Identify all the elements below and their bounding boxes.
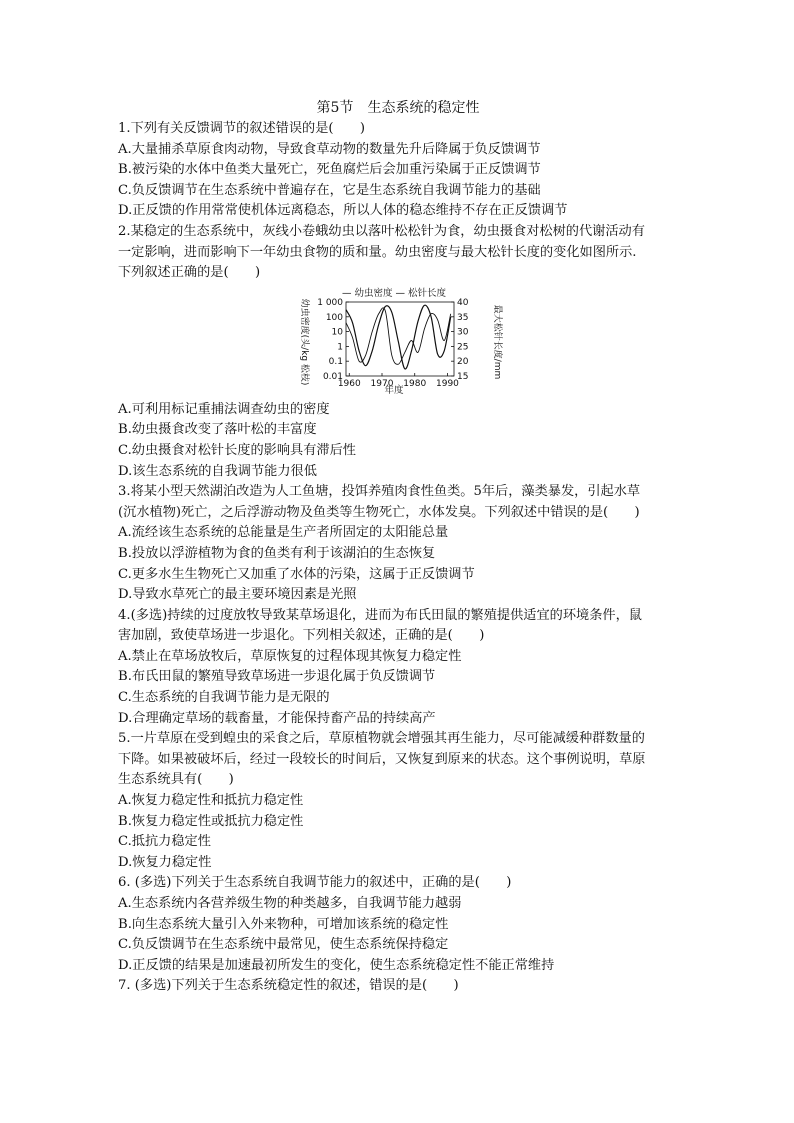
y-left-tick-label: 1 000	[317, 297, 343, 308]
chart-series	[346, 305, 451, 369]
option-a: A.恢复力稳定性和抵抗力稳定性	[118, 793, 304, 809]
question-stem: 生态系统具有( )	[118, 772, 234, 788]
question-stem: 1.下列有关反馈调节的叙述错误的是( )	[118, 121, 366, 136]
y-left-tick-label: 10	[331, 327, 343, 338]
y-right-axis-label: 最大松针长度/mm	[492, 304, 502, 380]
question-3	[118, 482, 678, 606]
x-tick-label: 1990	[436, 378, 459, 389]
question-stem: 6. (多选)下列关于生态系统自我调节能力的叙述中，正确的是( )	[118, 875, 512, 891]
y-right-tick-label: 15	[457, 371, 469, 382]
document-page	[118, 98, 678, 997]
question-2	[118, 222, 678, 482]
question-7	[118, 976, 678, 997]
question-stem: (沉水植物)死亡，之后浮游动物及鱼类等生物死亡，水体发臭。下列叙述中错误的是( )	[118, 504, 640, 520]
y-left-tick-label: 1	[337, 342, 343, 353]
option-b: B.布氏田鼠的繁殖导致草场进一步退化属于负反馈调节	[118, 669, 436, 685]
option-d: D.导致水草死亡的最主要环境因素是光照	[118, 587, 357, 603]
x-axis-label: 年度	[384, 384, 404, 396]
y-right-tick-label: 25	[457, 342, 469, 353]
section-title: 第5节 生态系统的稳定性	[316, 100, 480, 116]
option-a: A.禁止在草场放牧后，草原恢复的过程体现其恢复力稳定性	[118, 648, 462, 664]
question-stem: 下列叙述正确的是( )	[118, 265, 261, 281]
question-stem: 5.一片草原在受到蝗虫的采食之后，草原植物就会增强其再生能力，尽可能减缓种群数量的	[118, 731, 645, 747]
option-c: C.生态系统的自我调节能力是无限的	[118, 690, 330, 706]
question-stem: 3.将某小型天然湖泊改造为人工鱼塘，投饵养殖肉食性鱼类。5年后，藻类暴发，引起水草	[118, 484, 641, 500]
option-a: A.生态系统内各营养级生物的种类越多，自我调节能力越弱	[118, 896, 462, 911]
y-left-tick-label: 0.01	[322, 371, 343, 382]
option-d: D.正反馈的作用常常使机体远离稳态，所以人体的稳态维持不存在正反馈调节	[118, 203, 568, 219]
option-b: B.投放以浮游植物为食的鱼类有利于该湖泊的生态恢复	[118, 545, 436, 561]
question-1	[118, 119, 678, 222]
question-5	[118, 729, 678, 873]
option-b: B.恢复力稳定性或抵抗力稳定性	[118, 813, 304, 829]
x-tick-label: 1970	[370, 378, 394, 389]
option-c: C.负反馈调节在生态系统中普遍存在，它是生态系统自我调节能力的基础	[118, 182, 541, 198]
series-needle-length	[346, 308, 451, 365]
y-right-tick-label: 35	[457, 312, 469, 323]
question-4	[118, 606, 678, 730]
x-tick-label: 1980	[403, 378, 427, 389]
y-left-axis-label: 幼虫密度(头/kg 松枝)	[299, 298, 309, 386]
y-right-tick-label: 30	[457, 327, 469, 338]
option-b: B.向生态系统大量引入外来物种，可增加该系统的稳定性	[118, 916, 449, 932]
option-c: C.更多水生生物死亡又加重了水体的污染，这属于正反馈调节	[118, 566, 475, 582]
y-left-tick-label: 0.1	[328, 356, 343, 367]
x-tick-label: 1960	[337, 378, 361, 389]
figure-density-chart	[118, 286, 678, 396]
y-right-tick-label: 20	[457, 356, 469, 367]
option-c: C.负反馈调节在生态系统中最常见，使生态系统保持稳定	[118, 937, 449, 953]
question-stem: 一定影响，进而影响下一年幼虫食物的质和量。幼虫密度与最大松针长度的变化如图所示.	[118, 244, 637, 260]
option-b: B.幼虫摄食改变了落叶松的丰富度	[118, 422, 317, 438]
option-a: A.流经该生态系统的总能量是生产者所固定的太阳能总量	[118, 525, 449, 541]
line-chart	[294, 286, 504, 396]
option-c: C.幼虫摄食对松针长度的影响具有滞后性	[118, 442, 356, 458]
question-stem: 下降。如果被破坏后，经过一段较长的时间后，又恢复到原来的状态。这个事例说明，草原	[118, 751, 646, 767]
option-b: B.被污染的水体中鱼类大量死亡，死鱼腐烂后会加重污染属于正反馈调节	[118, 162, 541, 178]
question-6	[118, 873, 678, 976]
y-right-tick-label: 40	[457, 297, 469, 308]
option-d: D.正反馈的结果是加速最初所发生的变化，使生态系统稳定性不能正常维持	[118, 957, 555, 973]
y-left-tick-label: 100	[325, 312, 343, 323]
option-d: D.恢复力稳定性	[118, 854, 212, 870]
option-a: A.可利用标记重捕法调查幼虫的密度	[118, 401, 330, 417]
option-d: D.合理确定草场的载畜量，才能保持畜产品的持续高产	[118, 710, 436, 726]
option-d: D.该生态系统的自我调节能力很低	[118, 463, 317, 479]
option-c: C.抵抗力稳定性	[118, 834, 211, 850]
question-stem: 害加剧，致使草场进一步退化。下列相关叙述，正确的是( )	[118, 628, 485, 644]
option-a: A.大量捕杀草原食肉动物，导致食草动物的数量先升后降属于负反馈调节	[118, 141, 541, 157]
question-stem: 7. (多选)下列关于生态系统稳定性的叙述，错误的是( )	[118, 978, 459, 994]
question-stem: 2.某稳定的生态系统中，灰线小卷蛾幼虫以落叶松松针为食，幼虫摄食对松树的代谢活动有	[118, 223, 645, 239]
question-stem: 4.(多选)持续的过度放牧导致某草场退化，进而为布氏田鼠的繁殖提供适宜的环境条件，鼠	[118, 607, 642, 623]
chart-legend: — 幼虫密度 — 松针长度	[341, 287, 447, 299]
plot-frame	[346, 302, 454, 376]
